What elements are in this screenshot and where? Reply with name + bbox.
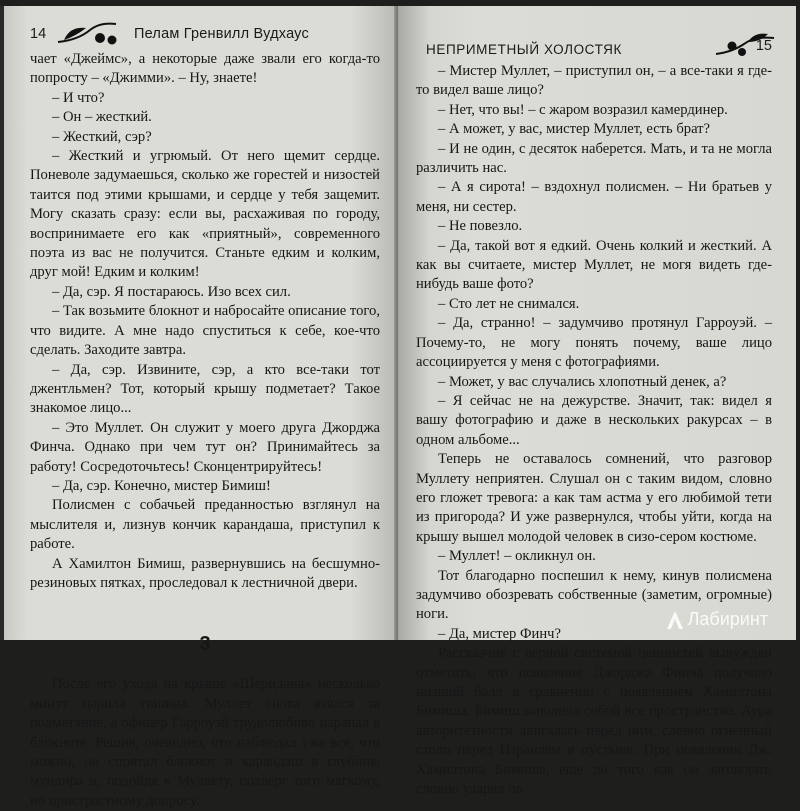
paragraph: Полисмен с собачьей преданностью взглянул на мыслителя и, лизнув кончик карандаша, приступил к работе. [30, 497, 380, 553]
paragraph: чает «Джеймс», а некоторые даже звали его когда-то попросту – «Джимми». – Ну, знаете! [30, 51, 380, 87]
left-paragraphs-after [30, 675, 380, 811]
paragraph: – А я сирота! – вздохнул полисмен. – Ни братьев у меня, ни сестер. [416, 179, 772, 215]
right-page [398, 6, 796, 798]
watermark [666, 609, 768, 630]
paragraph: – И что? [52, 89, 105, 106]
right-page-number: 15 [755, 38, 772, 54]
paragraph: – Муллет! – окликнул он. [438, 548, 596, 565]
paragraph: – Да, такой вот я едкий. Очень колкий и жесткий. А как вы считаете, мистер Муллет, не могя видеть где-нибудь ваше фото? [416, 237, 772, 293]
right-running-head [416, 22, 772, 62]
left-page [4, 6, 398, 809]
paragraph: – Это Муллет. Он служит у моего друга Джорджа Финча. Однако при чем тут он? Принимайтесь за работу! Сосредоточьтесь! Сконцентрируйтесь! [30, 419, 380, 475]
paragraph: – Так возьмите блокнот и набросайте описание того, что видите. А мне надо спуститься к себе, кое-что сделать. Заходите завтра. [30, 303, 380, 359]
paragraph: – Да, сэр. Конечно, мистер Бимиш! [52, 477, 271, 494]
paragraph: – Да, сэр. Извините, сэр, а кто все-таки тот джентльмен? Тот, который крышу подметает? Такое знакомое лицо... [30, 361, 380, 417]
paragraph: – Нет, что вы! – с жаром возразил камердинер. [438, 101, 728, 118]
paragraph: – Жесткий, сэр? [52, 128, 152, 145]
paragraph: – Мистер Муллет, – приступил он, – а все-таки я где-то видел ваше лицо? [416, 63, 772, 99]
paragraph: – А может, у вас, мистер Муллет, есть брат? [438, 121, 711, 138]
left-page-text [30, 50, 380, 811]
right-page-text [416, 62, 772, 799]
paragraph: А Хамилтон Бимиш, развернувшись на бесшумно-резиновых пятках, проследовал к лестничной двери. [30, 555, 380, 591]
labirint-logo-icon [666, 610, 684, 630]
paragraph: – Да, мистер Финч? [438, 625, 561, 642]
book-author: Пелам Гренвилл Вудхаус [134, 26, 309, 42]
left-running-head [30, 22, 380, 50]
paragraph: – Не повезло. [438, 218, 523, 235]
watermark-text: Лабиринт [687, 609, 768, 629]
berry-ornament-icon [56, 18, 126, 48]
paragraph: – Я сейчас не на дежурстве. Значит, так: видел я вашу фотографию и даже в нескольких ракурсах – в одном альбоме... [416, 392, 772, 448]
chapter-number: 3 [199, 633, 211, 656]
book-title: НЕПРИМЕТНЫЙ ХОЛОСТЯК [426, 42, 622, 57]
left-paragraphs-before [30, 50, 380, 593]
paragraph: – Жесткий и угрюмый. От него щемит сердце. Поневоле задумаешься, сколько же горестей и низостей таится под этими крышами, и сердце у тебя защемит. Могу сказать сразу: если вы, расхаживая по городу, воспринимаете его как «приятный», современного поэта из вас не получится. Станьте едким и колким, друг мой! Едким и колким! [30, 148, 380, 281]
left-page-number: 14 [30, 26, 47, 42]
paragraph: Тот благодарно поспешил к нему, кинув полисмена задумчиво обозревать собственные (заметим, огромные) ноги. [416, 567, 772, 623]
paragraph: Рассказчик с верной системой ценностей вынужден отметить, что появление Джорджа Финча получало низший балл в сравнении с появлением Хамилтона Бимиша. Бимиш заполнял собой все пространство. Аура авторитетности двигалась перед ним, словно огненный столп перед Израилем в пустыне. При появлении Дж. Хамилтона Бимиша, еще до того как он заговорит, словно ударял по [416, 645, 772, 798]
paragraph: Теперь не оставалось сомнений, что разговор Муллету неприятен. Слушал он с таким видом, словно его гложет тревога: а как там астма у его любимой тети из пригорода? И уже развернулся, чтобы уйти, когда на крышу вышел молодой человек в сизо-сером костюме. [416, 451, 772, 545]
paragraph: – Да, странно! – задумчиво протянул Гарроуэй. – Почему-то, не могу понять почему, ваше лицо ассоциируется у меня с фотографиями. [416, 315, 772, 371]
paragraph: – Да, сэр. Я постараюсь. Изо всех сил. [52, 283, 291, 300]
paragraph: – Сто лет не снимался. [438, 295, 580, 312]
paragraph: – Он – жесткий. [52, 109, 152, 126]
paragraph: – И не один, с десяток наберется. Мать, и та не могла различить нас. [416, 140, 772, 177]
paragraph: После его ухода на крыше «Шеридана» несколько минут царила тишина. Муллет снова взялся за подметание, а офицер Гарроуэй трудолюбиво царапал в блокноте. Решив, очевидно, что наблюдал уже все, что можно, он спрятал блокнот и карандаш в глубины мундира и, подойдя к Муллету, подверг того мягкому, но пристрастному допросу. [30, 676, 380, 809]
paragraph: – Может, у вас случались хлопотный денек, а? [438, 373, 727, 390]
